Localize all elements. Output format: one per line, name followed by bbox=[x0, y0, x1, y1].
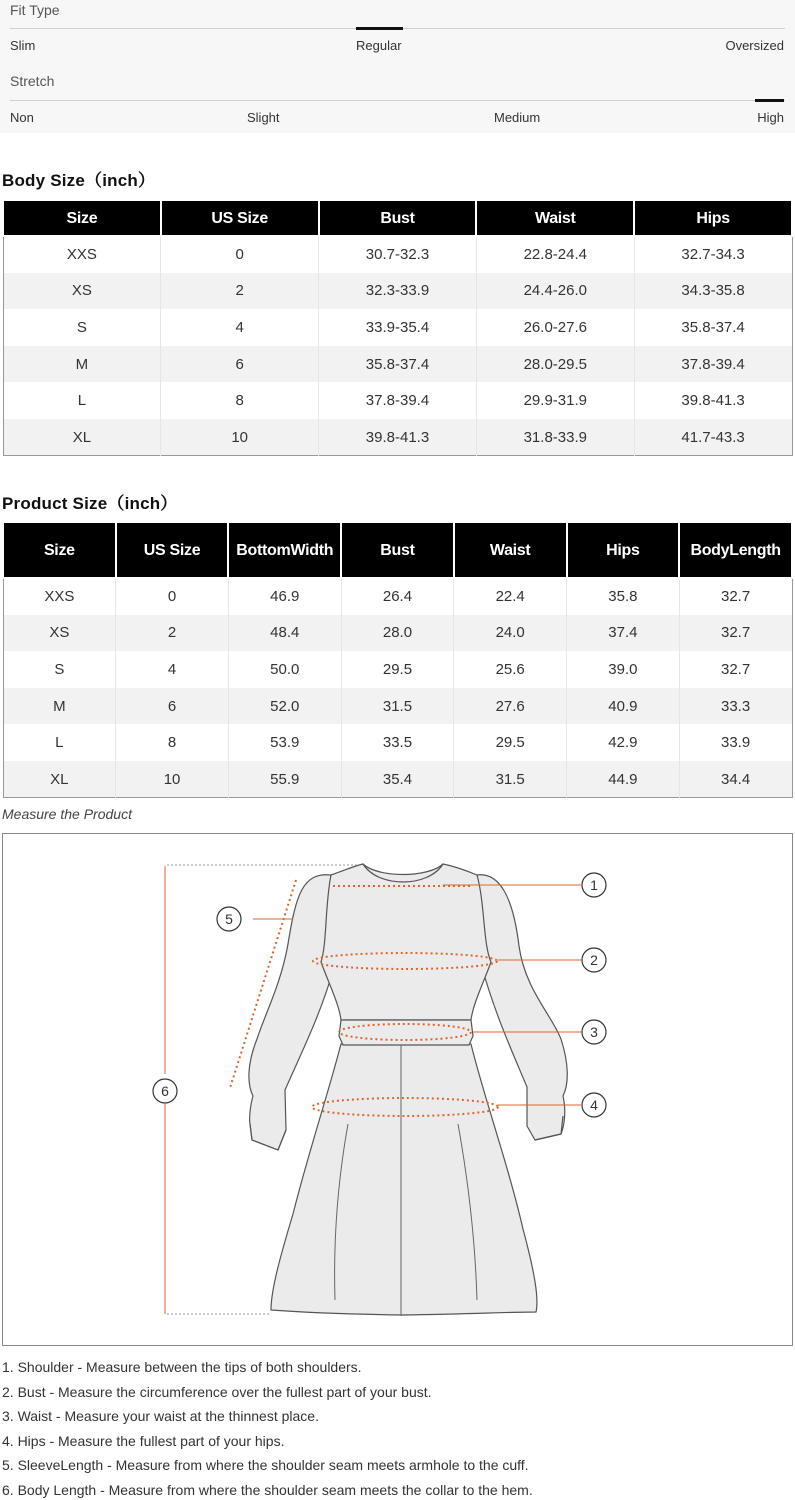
table-cell: 6 bbox=[116, 688, 229, 725]
stretch-scale bbox=[10, 100, 785, 101]
table-cell: 32.7 bbox=[679, 615, 792, 652]
table-cell: 39.8-41.3 bbox=[319, 419, 477, 456]
table-cell: 2 bbox=[116, 615, 229, 652]
product-size-title: Product Size（inch） bbox=[2, 494, 178, 513]
table-row bbox=[3, 346, 792, 383]
fit-label-regular: Regular bbox=[356, 38, 402, 53]
table-cell: 39.0 bbox=[567, 651, 680, 688]
table-row bbox=[3, 651, 792, 688]
table-cell: XXS bbox=[3, 578, 116, 615]
table-cell: 52.0 bbox=[228, 688, 341, 725]
table-cell: 41.7-43.3 bbox=[634, 419, 792, 456]
table-cell: 32.7-34.3 bbox=[634, 236, 792, 273]
table-cell: XXS bbox=[3, 236, 161, 273]
table-cell: 35.8-37.4 bbox=[319, 346, 477, 383]
table-row bbox=[3, 309, 792, 346]
column-header: Waist bbox=[476, 200, 634, 236]
table-cell: 31.8-33.9 bbox=[476, 419, 634, 456]
callout-1-label: 1 bbox=[590, 877, 598, 893]
column-header: Size bbox=[3, 522, 116, 578]
dress-skirt bbox=[271, 1044, 537, 1315]
column-header: Bust bbox=[341, 522, 454, 578]
product-size-table bbox=[2, 521, 793, 798]
table-cell: 37.8-39.4 bbox=[634, 346, 792, 383]
dress-illustration bbox=[3, 834, 792, 1345]
table-cell: 10 bbox=[116, 761, 229, 798]
stretch-label-high: High bbox=[757, 110, 784, 125]
fit-type-title: Fit Type bbox=[10, 2, 60, 18]
table-cell: M bbox=[3, 688, 116, 725]
table-cell: 53.9 bbox=[228, 724, 341, 761]
table-cell: 8 bbox=[161, 382, 319, 419]
table-cell: 22.4 bbox=[454, 578, 567, 615]
table-cell: 32.3-33.9 bbox=[319, 273, 477, 310]
table-row bbox=[3, 578, 792, 615]
table-cell: 24.0 bbox=[454, 615, 567, 652]
column-header: BottomWidth bbox=[228, 522, 341, 578]
table-cell: 33.5 bbox=[341, 724, 454, 761]
note-bust: 2. Bust - Measure the circumference over the fullest part of your bust. bbox=[2, 1383, 432, 1400]
table-cell: 40.9 bbox=[567, 688, 680, 725]
measurement-diagram bbox=[2, 833, 793, 1346]
table-row bbox=[3, 273, 792, 310]
table-cell: 44.9 bbox=[567, 761, 680, 798]
table-cell: 34.4 bbox=[679, 761, 792, 798]
callout-6-label: 6 bbox=[161, 1083, 169, 1099]
table-cell: 6 bbox=[161, 346, 319, 383]
callout-3-label: 3 bbox=[590, 1024, 598, 1040]
column-header: Bust bbox=[319, 200, 477, 236]
table-row bbox=[3, 419, 792, 456]
table-cell: XS bbox=[3, 615, 116, 652]
body-size-table bbox=[2, 199, 793, 456]
table-cell: 32.7 bbox=[679, 651, 792, 688]
table-row bbox=[3, 236, 792, 273]
table-row bbox=[3, 615, 792, 652]
table-cell: 29.5 bbox=[341, 651, 454, 688]
table-cell: 8 bbox=[116, 724, 229, 761]
table-cell: 28.0 bbox=[341, 615, 454, 652]
table-cell: 55.9 bbox=[228, 761, 341, 798]
column-header: BodyLength bbox=[679, 522, 792, 578]
fit-type-indicator bbox=[356, 27, 403, 30]
table-row bbox=[3, 382, 792, 419]
table-cell: 48.4 bbox=[228, 615, 341, 652]
measurement-notes bbox=[2, 1357, 793, 1500]
table-cell: 26.0-27.6 bbox=[476, 309, 634, 346]
note-waist: 3. Waist - Measure your waist at the thinnest place. bbox=[2, 1408, 319, 1424]
table-cell: 25.6 bbox=[454, 651, 567, 688]
stretch-title: Stretch bbox=[10, 73, 55, 89]
callout-5-label: 5 bbox=[225, 911, 233, 927]
stretch-indicator bbox=[755, 99, 784, 102]
stretch-label-medium: Medium bbox=[494, 110, 541, 125]
table-cell: XL bbox=[3, 761, 116, 798]
fit-label-oversized: Oversized bbox=[725, 38, 784, 53]
table-cell: L bbox=[3, 724, 116, 761]
fit-stretch-panel bbox=[0, 0, 795, 133]
stretch-label-slight: Slight bbox=[247, 110, 280, 125]
note-sleeve-length: 5. SleeveLength - Measure from where the shoulder seam meets armhole to the cuff. bbox=[2, 1457, 529, 1473]
table-cell: 37.4 bbox=[567, 615, 680, 652]
table-cell: XL bbox=[3, 419, 161, 456]
table-cell: 28.0-29.5 bbox=[476, 346, 634, 383]
table-cell: S bbox=[3, 651, 116, 688]
table-cell: L bbox=[3, 382, 161, 419]
table-cell: 35.8-37.4 bbox=[634, 309, 792, 346]
note-hips: 4. Hips - Measure the fullest part of your hips. bbox=[2, 1432, 285, 1449]
note-shoulder: 1. Shoulder - Measure between the tips of both shoulders. bbox=[2, 1359, 362, 1375]
stretch-label-non: Non bbox=[10, 110, 34, 125]
table-cell: M bbox=[3, 346, 161, 383]
table-cell: XS bbox=[3, 273, 161, 310]
table-cell: 37.8-39.4 bbox=[319, 382, 477, 419]
table-cell: S bbox=[3, 309, 161, 346]
table-cell: 2 bbox=[161, 273, 319, 310]
table-cell: 31.5 bbox=[454, 761, 567, 798]
column-header: US Size bbox=[161, 200, 319, 236]
table-cell: 0 bbox=[161, 236, 319, 273]
fit-label-slim: Slim bbox=[10, 38, 36, 53]
column-header: US Size bbox=[116, 522, 229, 578]
table-row bbox=[3, 761, 792, 798]
table-cell: 32.7 bbox=[679, 578, 792, 615]
table-cell: 27.6 bbox=[454, 688, 567, 725]
right-sleeve bbox=[477, 875, 567, 1140]
table-cell: 24.4-26.0 bbox=[476, 273, 634, 310]
dress-bodice bbox=[321, 864, 491, 1020]
table-cell: 33.9 bbox=[679, 724, 792, 761]
table-row bbox=[3, 688, 792, 725]
table-cell: 0 bbox=[116, 578, 229, 615]
table-cell: 4 bbox=[116, 651, 229, 688]
table-cell: 50.0 bbox=[228, 651, 341, 688]
table-cell: 42.9 bbox=[567, 724, 680, 761]
column-header: Hips bbox=[567, 522, 680, 578]
table-cell: 22.8-24.4 bbox=[476, 236, 634, 273]
measure-caption: Measure the Product bbox=[2, 806, 132, 822]
table-cell: 35.8 bbox=[567, 578, 680, 615]
dress-waistband bbox=[339, 1020, 473, 1045]
table-cell: 10 bbox=[161, 419, 319, 456]
table-cell: 33.9-35.4 bbox=[319, 309, 477, 346]
table-row bbox=[3, 724, 792, 761]
table-cell: 30.7-32.3 bbox=[319, 236, 477, 273]
column-header: Size bbox=[3, 200, 161, 236]
column-header: Waist bbox=[454, 522, 567, 578]
body-size-title: Body Size（inch） bbox=[2, 171, 156, 190]
table-cell: 34.3-35.8 bbox=[634, 273, 792, 310]
column-header: Hips bbox=[634, 200, 792, 236]
table-cell: 35.4 bbox=[341, 761, 454, 798]
table-cell: 31.5 bbox=[341, 688, 454, 725]
callout-4-label: 4 bbox=[590, 1097, 598, 1113]
table-cell: 46.9 bbox=[228, 578, 341, 615]
callout-2-label: 2 bbox=[590, 952, 598, 968]
table-cell: 29.9-31.9 bbox=[476, 382, 634, 419]
note-body-length: 6. Body Length - Measure from where the shoulder seam meets the collar to the hem. bbox=[2, 1481, 533, 1498]
table-cell: 33.3 bbox=[679, 688, 792, 725]
table-cell: 29.5 bbox=[454, 724, 567, 761]
table-cell: 26.4 bbox=[341, 578, 454, 615]
table-cell: 4 bbox=[161, 309, 319, 346]
table-cell: 39.8-41.3 bbox=[634, 382, 792, 419]
